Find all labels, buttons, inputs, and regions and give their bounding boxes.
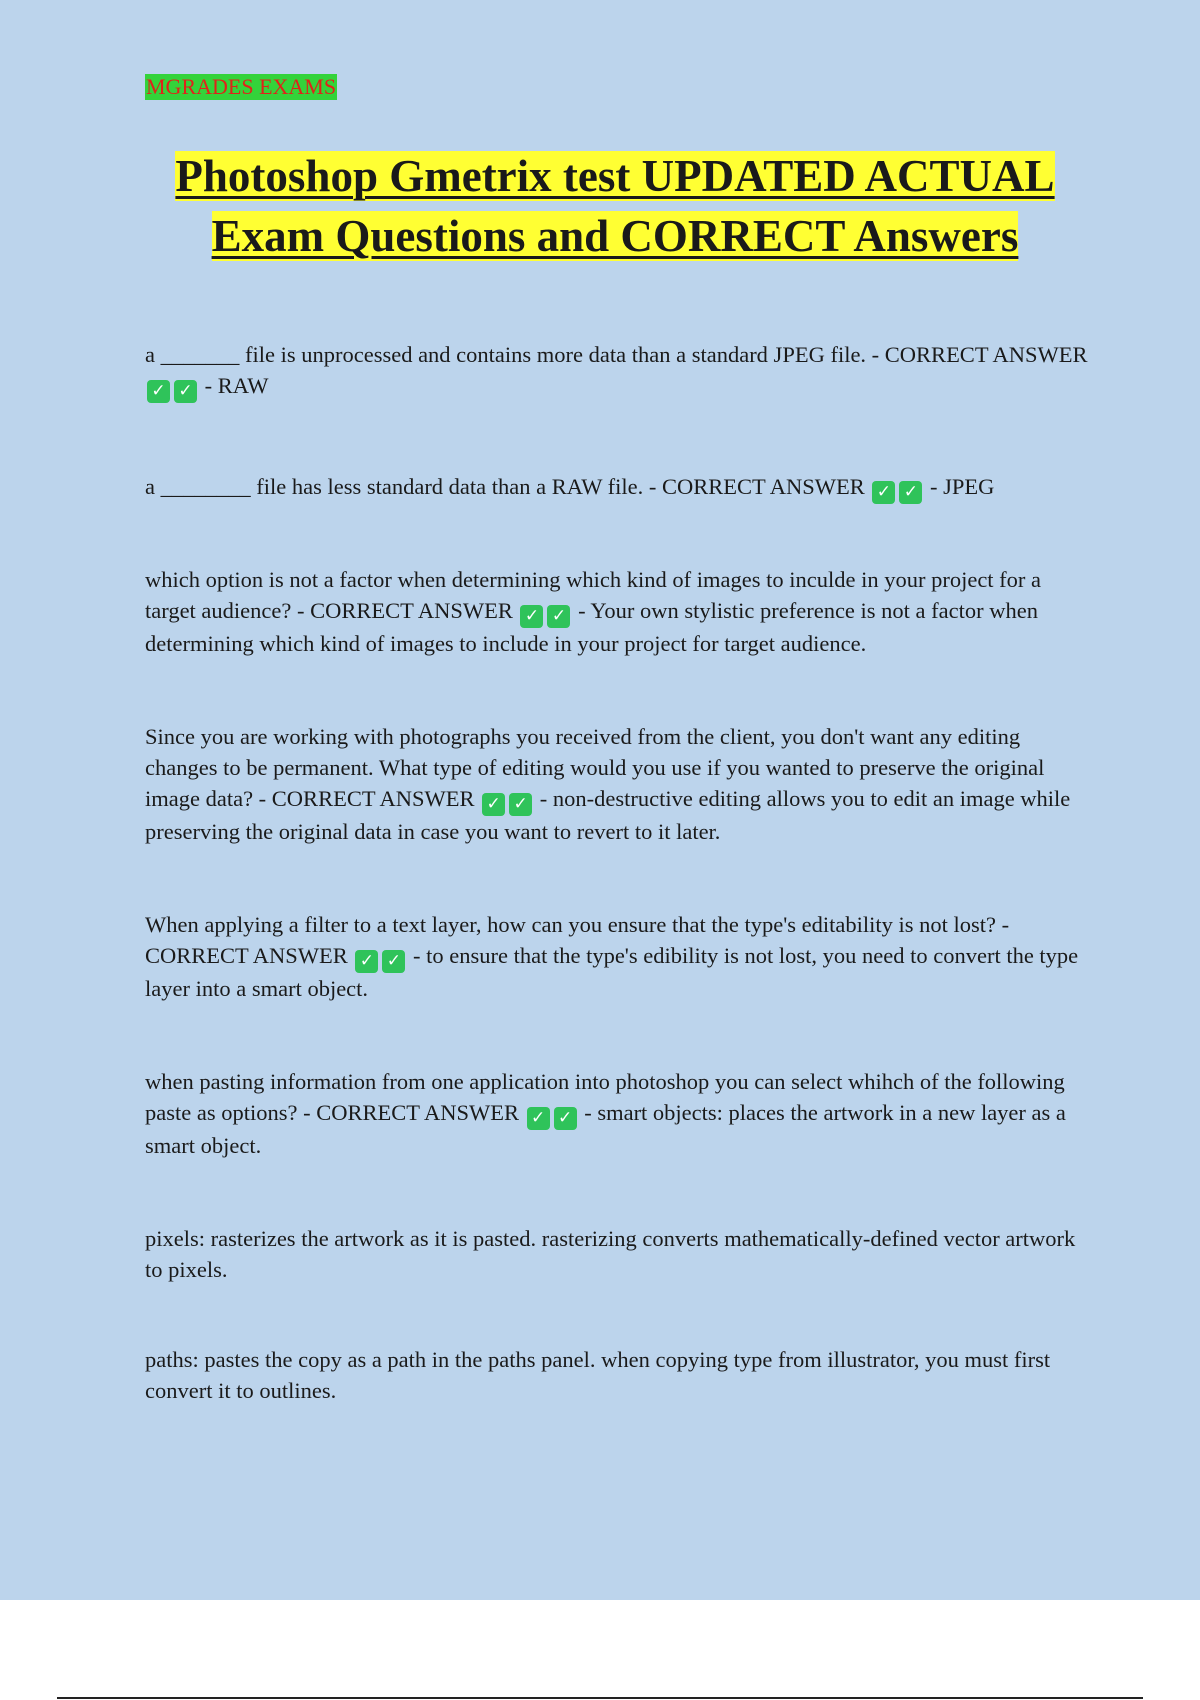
check-box-icon: ✓ xyxy=(554,1107,577,1130)
footer-divider xyxy=(57,1697,1143,1699)
check-box-icon: ✓ xyxy=(147,380,170,403)
check-box-icon: ✓ xyxy=(527,1107,550,1130)
question-text: which option is not a factor when determining which kind of images to inculde in your project for a target audience? - CORRECT ANSWER xyxy=(145,567,1042,623)
check-box-icon: ✓ xyxy=(355,950,378,973)
answer-text: - RAW xyxy=(204,373,269,398)
qa-item-6 xyxy=(145,1066,1090,1161)
question-text: a _______ file is unprocessed and contains more data than a standard JPEG file. - CORRECT ANSWER xyxy=(145,342,1088,367)
check-box-icon: ✓ xyxy=(382,950,405,973)
check-box-icon: ✓ xyxy=(520,605,543,628)
paragraph-pixels: pixels: rasterizes the artwork as it is pasted. rasterizing converts mathematically-defined vector artwork to pixels. xyxy=(145,1226,1076,1282)
check-box-icon: ✓ xyxy=(174,380,197,403)
answer-text: - to ensure that the type's edibility is not lost, you need to convert the type layer into a smart object. xyxy=(145,943,1079,1001)
qa-item-5 xyxy=(145,909,1090,1004)
check-box-icon: ✓ xyxy=(872,481,895,504)
check-box-icon: ✓ xyxy=(509,793,532,816)
answer-text: - JPEG xyxy=(930,474,995,499)
check-box-icon: ✓ xyxy=(547,605,570,628)
question-text: When applying a filter to a text layer, how can you ensure that the type's editability is not lost? - CORRECT ANSWER xyxy=(145,912,1010,968)
check-box-icon: ✓ xyxy=(899,481,922,504)
check-box-icon: ✓ xyxy=(482,793,505,816)
question-text: a ________ file has less standard data than a RAW file. - CORRECT ANSWER xyxy=(145,474,865,499)
document-title xyxy=(140,146,1090,266)
document-title-text: Photoshop Gmetrix test UPDATED ACTUAL Exam Questions and CORRECT Answers xyxy=(175,151,1055,261)
qa-item-2 xyxy=(145,471,1090,504)
answer-text: - smart objects: places the artwork in a new layer as a smart object. xyxy=(145,1100,1066,1158)
watermark-label: MGRADES EXAMS xyxy=(146,74,337,99)
paragraph-paths: paths: pastes the copy as a path in the paths panel. when copying type from illustrator, you must first convert it to outlines. xyxy=(145,1347,1051,1403)
answer-text: - non-destructive editing allows you to edit an image while preserving the original data in case you want to revert to it later. xyxy=(145,786,1071,844)
qa-item-1 xyxy=(145,339,1090,403)
answer-text: - Your own stylistic preference is not a factor when determining which kind of images to include in your project for target audience. xyxy=(145,598,1038,656)
qa-item-3 xyxy=(145,564,1090,659)
question-text: when pasting information from one application into photoshop you can select whihch of the following paste as options? - CORRECT ANSWER xyxy=(145,1069,1065,1125)
qa-item-4 xyxy=(145,721,1090,847)
question-text: Since you are working with photographs you received from the client, you don't want any editing changes to be permanent. What type of editing would you use if you wanted to preserve the original image data? - CORRECT ANSWER xyxy=(145,724,1045,811)
